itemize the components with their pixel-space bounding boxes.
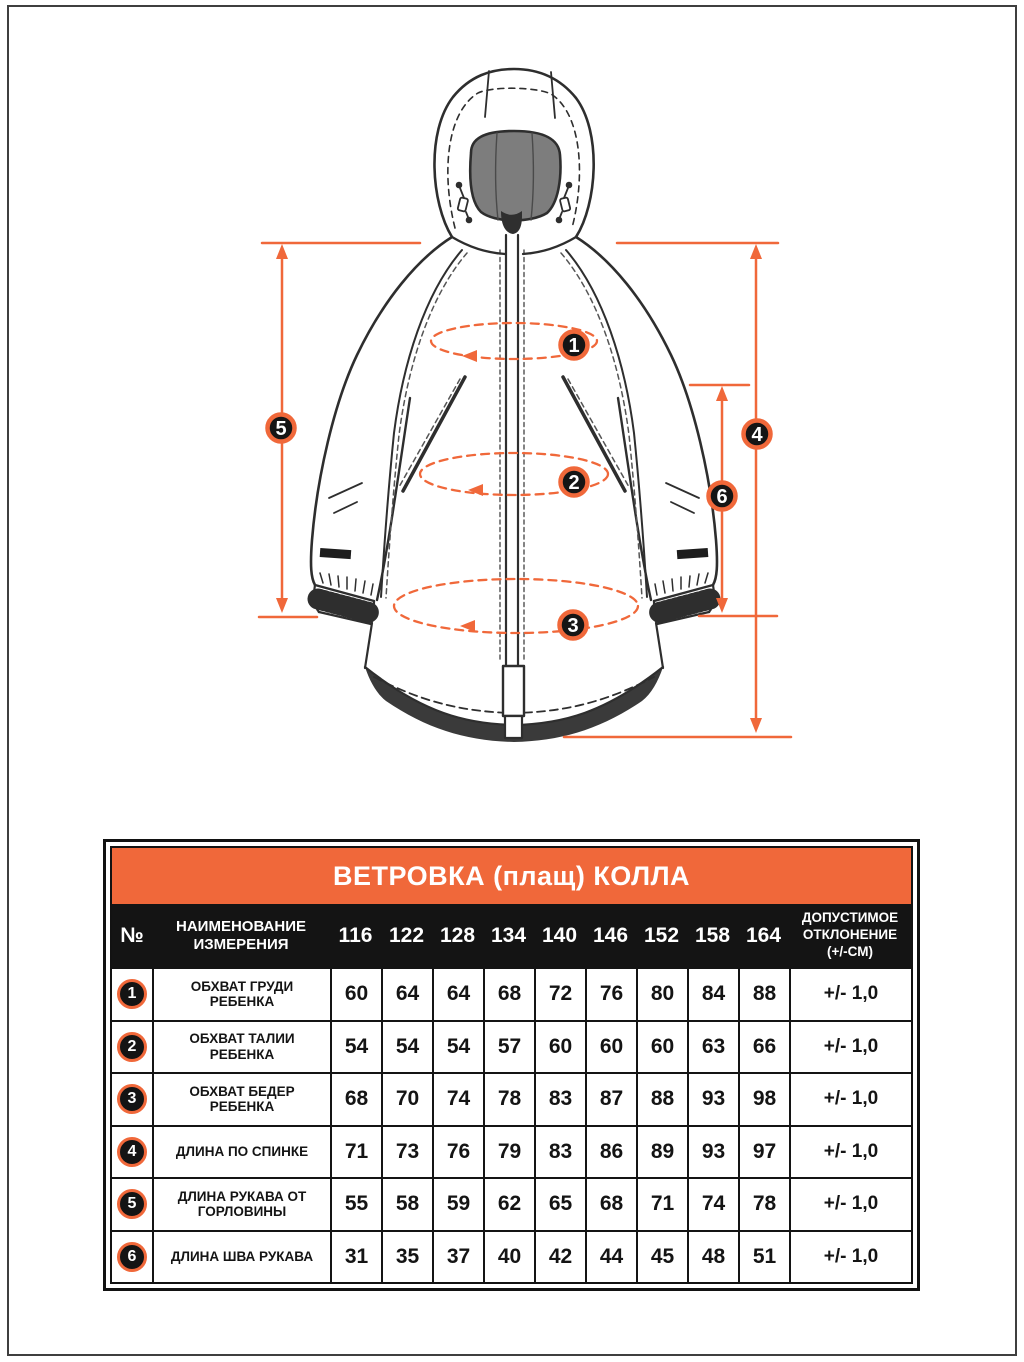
size-value-cell: 73 [381,1125,432,1178]
size-value-cell: 68 [585,1177,636,1230]
callout-badge-5 [268,415,295,442]
deviation-cell: +/- 1,0 [789,1230,911,1283]
cuff-tabs [320,548,709,559]
size-value-cell: 51 [738,1230,789,1283]
row-number-badge: 2 [117,1032,147,1062]
size-value-cell: 86 [585,1125,636,1178]
size-value-cell: 93 [687,1125,738,1178]
pocket-welts [399,377,629,491]
size-value-cell: 60 [585,1020,636,1073]
callout-badge-3 [560,612,587,639]
size-value-cell: 68 [330,1072,381,1125]
size-value-cell: 60 [330,967,381,1020]
callout-badge-4 [744,421,771,448]
row-number-badge: 1 [117,979,147,1009]
size-value-cell: 80 [636,967,687,1020]
row-number-badge: 4 [117,1137,147,1167]
size-value-cell: 87 [585,1072,636,1125]
size-value-cell: 76 [432,1125,483,1178]
size-column-header: 128 [432,904,483,967]
size-value-cell: 44 [585,1230,636,1283]
measurement-label: ДЛИНА ПО СПИНКЕ [152,1125,330,1178]
row-number-badge: 5 [117,1189,147,1219]
size-value-cell: 76 [585,967,636,1020]
size-value-cell: 79 [483,1125,534,1178]
size-value-cell: 78 [483,1072,534,1125]
hip-girth-ellipse [394,579,638,633]
size-value-cell: 57 [483,1020,534,1073]
size-value-cell: 88 [738,967,789,1020]
raglan-seams [381,250,647,598]
size-value-cell: 64 [432,967,483,1020]
size-value-cell: 54 [381,1020,432,1073]
size-value-cell: 72 [534,967,585,1020]
measurement-label: ОБХВАТ ГРУДИ РЕБЕНКА [152,967,330,1020]
zipper [500,235,524,738]
size-value-cell: 54 [330,1020,381,1073]
callout-badge-1 [561,332,588,359]
size-value-cell: 78 [738,1177,789,1230]
size-value-cell: 83 [534,1072,585,1125]
row-number-cell [112,1230,152,1283]
deviation-cell: +/- 1,0 [789,967,911,1020]
size-value-cell: 35 [381,1230,432,1283]
size-value-cell: 93 [687,1072,738,1125]
size-column-header: 164 [738,904,789,967]
measurement-label: ДЛИНА ШВА РУКАВА [152,1230,330,1283]
size-column-header: 134 [483,904,534,967]
measurement-label: ОБХВАТ БЕДЕР РЕБЕНКА [152,1072,330,1125]
size-value-cell: 58 [381,1177,432,1230]
hood [434,69,593,254]
svg-text:4: 4 [751,424,763,446]
size-value-cell: 45 [636,1230,687,1283]
size-column-header: 158 [687,904,738,967]
svg-text:5: 5 [275,418,287,440]
deviation-cell: +/- 1,0 [789,1125,911,1178]
row-number-cell [112,1020,152,1073]
size-value-cell: 84 [687,967,738,1020]
size-value-cell: 40 [483,1230,534,1283]
row-number-cell [112,967,152,1020]
hood-lining [470,131,560,220]
size-value-cell: 70 [381,1072,432,1125]
sleeve-crease-marks [329,483,699,513]
jacket-body [311,237,717,725]
size-value-cell: 63 [687,1020,738,1073]
size-value-cell: 66 [738,1020,789,1073]
callout-badge-6 [709,483,736,510]
size-value-cell: 31 [330,1230,381,1283]
size-value-cell: 88 [636,1072,687,1125]
col-header-number: № [112,904,152,967]
size-value-cell: 71 [330,1125,381,1178]
size-value-cell: 98 [738,1072,789,1125]
size-column-header: 122 [381,904,432,967]
table-title: ВЕТРОВКА (плащ) КОЛЛА [112,848,911,904]
zipper-bottom-box [503,666,524,716]
row-number-badge: 6 [117,1242,147,1272]
size-value-cell: 97 [738,1125,789,1178]
left-cuff [314,573,374,624]
size-value-cell: 59 [432,1177,483,1230]
size-value-cell: 68 [483,967,534,1020]
deviation-cell: +/- 1,0 [789,1072,911,1125]
size-value-cell: 37 [432,1230,483,1283]
callout-badge-2 [561,469,588,496]
col-header-deviation: ДОПУСТИМОЕ ОТКЛОНЕНИЕ (+/-СМ) [789,904,911,967]
size-column-header: 152 [636,904,687,967]
dimension-back-length [564,243,791,737]
size-value-cell: 42 [534,1230,585,1283]
row-number-cell [112,1125,152,1178]
size-column-header: 140 [534,904,585,967]
size-value-cell: 55 [330,1177,381,1230]
size-value-cell: 62 [483,1177,534,1230]
size-value-cell: 65 [534,1177,585,1230]
measurement-label: ОБХВАТ ТАЛИИ РЕБЕНКА [152,1020,330,1073]
size-chart-table [103,839,920,1291]
row-number-cell [112,1072,152,1125]
size-column-header: 146 [585,904,636,967]
size-value-cell: 74 [432,1072,483,1125]
zipper-placket-end [505,716,522,738]
size-value-cell: 60 [534,1020,585,1073]
size-value-cell: 54 [432,1020,483,1073]
size-value-cell: 74 [687,1177,738,1230]
row-number-cell [112,1177,152,1230]
size-value-cell: 83 [534,1125,585,1178]
row-number-badge: 3 [117,1084,147,1114]
size-value-cell: 64 [381,967,432,1020]
size-value-cell: 71 [636,1177,687,1230]
col-header-name: НАИМЕНОВАНИЕ ИЗМЕРЕНИЯ [152,904,330,967]
deviation-cell: +/- 1,0 [789,1020,911,1073]
size-value-cell: 60 [636,1020,687,1073]
svg-text:2: 2 [568,472,580,494]
svg-text:3: 3 [567,615,579,637]
size-column-header: 116 [330,904,381,967]
size-value-cell: 89 [636,1125,687,1178]
deviation-cell: +/- 1,0 [789,1177,911,1230]
measurement-label: ДЛИНА РУКАВА ОТ ГОРЛОВИНЫ [152,1177,330,1230]
size-value-cell: 48 [687,1230,738,1283]
svg-text:1: 1 [568,335,580,357]
svg-text:6: 6 [716,486,728,508]
